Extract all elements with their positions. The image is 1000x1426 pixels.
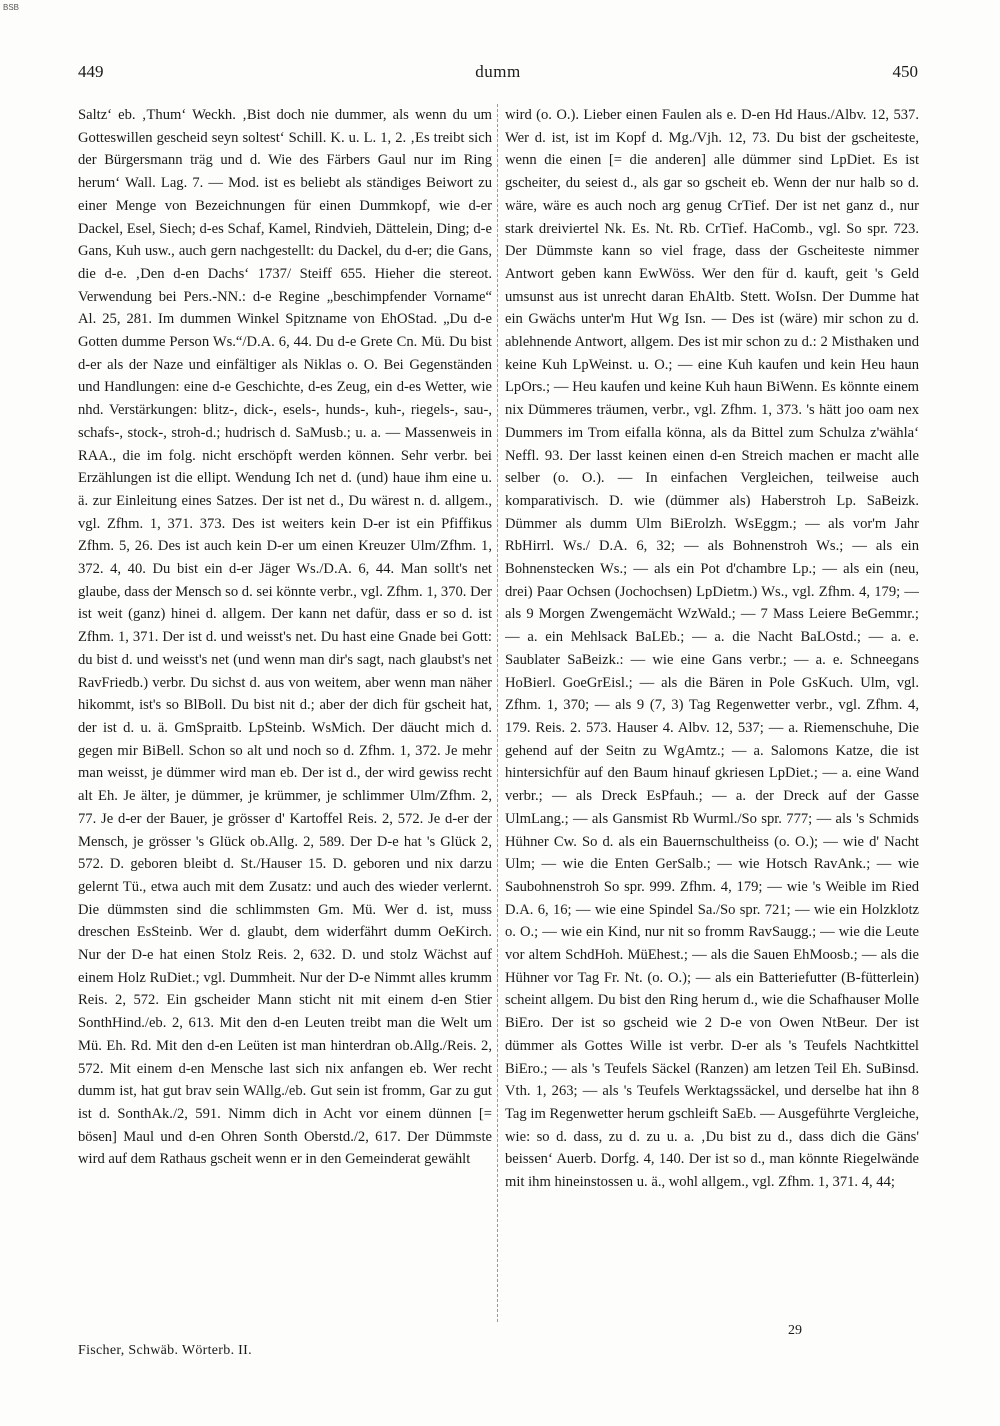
page-number-left: 449 [78,62,104,81]
right-column [505,104,919,1334]
signature-mark: 29 [788,1323,802,1338]
page-header [78,62,918,92]
left-column-text: Saltz‘ eb. ‚Thum‘ Weckh. ‚Bist doch nie dummer, als wenn du um Gotteswillen gescheid seyn soltest‘ Schill. K. u. L. 1, 2. ‚Es treibt sich der Bürgersmann träg und d. Wie des Färbers Gaul nur im Ring herum‘ Wall. Lag. 7. — Mod. ist es beliebt als ständiges Beiwort zu einer Menge von Bezeichnungen für einen Dummkopf, wie d-er Dackel, Esel, Siech; d-es Schaf, Kamel, Rindvieh, Dättelein, Ding; d-e Gans, Kuh usw., auch gern nachgestellt: du Dackel, du d-er; die Gans, die d-e. ‚Den d-en Dachs‘ 1737/ Steiff 655. Hieher die stereot. Verwendung bei Pers.-NN.: d-e Regine „beschimpfender Vorname“ Al. 25, 281. Im dummen Winkel Spitzname von EhOStad. „Du d-e Gotten dumme Person Ws.“/D.A. 6, 44. Du d-e Grete Cn. Mü. Du bist d-er als der Naze und einfältiger als Niklas o. O. Bei Gegenständen und Handlungen: eine d-e Geschichte, d-es Zeug, ein d-es Wetter, wie nhd. Verstärkungen: blitz-, dick-, esels-, hunds-, kuh-, riegels-, sau-, schafs-, stock-, stroh-d.; hudrisch d. SaMusb.; u. a. — Massenweis in RAA., die im folg. nicht erschöpft werden können. Sehr verbr. bei Erzählungen ist die ellipt. Wendung Ich net d. (und) haue ihm eine u. ä. zur Einleitung eines Satzes. Der ist net d., Du wärest n. d. allgem., vgl. Zfhm. 1, 371. 373. Des ist weiters kein D-er ist ein Pfiffikus Zfhm. 5, 26. Des ist auch kein D-er um einen Kreuzer Ulm/Zfhm. 1, 372. 4, 40. Du bist ein d-er Jäger Ws./D.A. 6, 44. Man sollt's net glaube, dass der Mensch so d. sei könnte verbr., vgl. Zfhm. 1, 370. Der ist weit (ganz) hinei d. allgem. Der kann net dafür, dass er so d. ist Zfhm. 1, 371. Der ist d. und weisst's net. Du hast eine Gnade bei Gott: du bist d. und weisst's net (und wenn man dir's sagt, nach glaubst's net RavFriedb.) verbr. Du sichst d. aus von weitem, aber wenn man näher hikommt, ist's so BlBoll. Du bist nit d.; aber der dich für gscheit hat, der ist d. u. ä. GmSpraitb. LpSteinb. WsMich. Der däucht mich d. gegen mir BiBell. Schon so alt und noch so d. Zfhm. 1, 372. Je mehr man weisst, je dümmer wird man eb. Der ist d., der wird gewiss recht alt Eh. Je älter, je dümmer, je krümmer, je schlimmer Ulm/Zfhm. 2, 77. Je d-er der Bauer, je grösser d' Kartoffel Reis. 2, 572. Je d-er der Mensch, je grösser 's Glück ob.Allg. 2, 589. Der D-e hat 's Glück 2, 572. D. geboren bleibt d. St./Hauser 15. D. geboren und nix darzu gelernt Tü., etwa auch mit dem Zusatz: und auch des wieder verlernt. Die dümmsten sind die schlimmsten Gm. Mü. Wer d. ist, muss dreschen EsSteinb. Wer d. glaubt, dem widerfährt dumm OeKirch. Nur der D-e hat einen Stolz Reis. 2, 632. D. und stolz Wächst auf einem Holz RuDiet.; vgl. Dummheit. Nur der D-e Nimmt alles krumm Reis. 2, 572. Ein gscheider Mann sticht nit mit einem d-en Stier SonthHind./eb. 2, 613. Mit den d-en Leuten treibt man die Welt um Mü. Eh. Rd. Mit den d-en Leüten ist man hinterdran ob.Allg./Reis. 2, 572. Mit einem d-en Mensche last sich nix anfangen eb. Wer recht dumm ist, hat gut brav sein WAllg./eb. Gut sein ist fromm, Gar zu gut ist d. SonthAk./2, 591. Nimm dich in Acht vor einem dünnen [= bösen] Maul und d-en Ohren Sonth Oberstd./2, 617. Der Dümmste wird auf dem Rathaus gscheit wenn er in den Gemeinderat gewählt [78,107,492,1168]
page-number-right: 450 [892,62,918,81]
headword: dumm [475,62,521,81]
left-column [78,104,492,1334]
library-stamp: BSB [3,3,20,12]
right-column-text: wird (o. O.). Lieber einen Faulen als e. D-en Hd Haus./Albv. 12, 537. Wer d. ist, ist im Kopf d. Mg./Vjh. 12, 73. Du bist der gscheiteste, wenn die einen [= die anderen] alle dümmer sind LpDiet. Es ist gscheiter, du seiest d., als gar so gscheit eb. Wenn der nur halb so d. wäre, wäre es auch noch arg genug CrTief. Der ist net ganz d., nur stark dreiviertel Nk. Es. Nt. Rb. CrTief. HaComb., vgl. So spr. 723. Der Dümmste kann so viel frage, dass der Gscheiteste nimmer Antwort geben kann EwWöss. Wer den für d. kauft, geit 's Geld umsunst aus ist unrecht daran EhAltb. Stett. WoIsn. Der Dumme hat ein Gwächs unter'm Hut Wg Isn. — Des ist (wäre) mir schon zu d. ablehnende Antwort, allgem. Des ist mir schon zu d.: 2 Misthaken und keine Kuh LpWeinst. u. O.; — eine Kuh kaufen und kein Heu haun LpOrs.; — Heu kaufen und keine Kuh haun BiWenn. Es könnte einem nix Dümmeres träumen, verbr., vgl. Zfhm. 1, 373. 's hätt joo oam nex Dummers im Trom eifalla könna, als da Bittel zum Schulza z'wähla‘ Neffl. 93. Der lasst keinen einen d-en Streich machen er macht alle selber (o. O.). — In einfachen Vergleichen, teilweise auch komparativisch. D. wie (dümmer als) Haberstroh Lp. SaBeizk. Dümmer als dumm Ulm BiErolzh. WsEggm.; — als vor'm Jahr RbHirrl. Ws./ D.A. 6, 32; — als Bohnenstroh Ws.; — als ein Bohnenstecken Ws.; — als ein Pot d'chambre Lp.; — als ein (neu, drei) Paar Ochsen (Jochochsen) LpDietm.) Ws., vgl. Zfhm. 4, 179; — als 9 Morgen Zwengemächt WzWald.; — 7 Mass Leiere BeGemmr.; — a. ein Mehlsack BaLEb.; — a. die Nacht BaLOstd.; — a. e. Saublater SaBeizk.: — wie eine Gans verbr.; — a. e. Schneegans HoBierl. GoeGrEisl.; — als die Bären in Pole GsKuch. Ulm, vgl. Zfhm. 1, 370; — als 9 (7, 3) Tag Regenwetter verbr., vgl. Zfhm. 4, 179. Reis. 2. 573. Hauser 4. Albv. 12, 537; — a. Riemenschuhe, Die gehend auf der Seitn zu WgAmtz.; — a. Salomons Katze, die ist hintersichfür auf den Baum hinauf gkriesen LpDiet.; — a. eine Wand verbr.; — als Dreck EsPfauh.; — a. der Dreck auf der Gasse UlmLang.; — als Gansmist Rb Wurml./So spr. 777; — als 's Schmids Hühner Cw. So d. als ein Bauernschultheiss (o. O.); — wie d' Nacht Ulm; — wie die Enten GerSalb.; — wie Hotsch RavAnk.; — wie Saubohnenstroh So spr. 999. Zfhm. 4, 179; — wie 's Weible im Ried D.A. 6, 16; — wie eine Spindel Sa./So spr. 721; — wie ein Holzklotz o. O.; — wie ein Kind, nur nit so fromm RavSaugg.; — wie die Leute vor altem SchdHoh. MüEhest.; — als die Sauen EhMoosb.; — als die Hühner vor Tag Fr. Nt. (o. O.); — als ein Batteriefutter (B-fütterlein) scheint allgem. Du bist den Ring herum d., wie die Schafhauser Molle BiEro. Der ist so gscheid wie 2 D-e von Owen NtBeur. Der ist dümmer als Gottes Wille ist verbr. D-er als 's Teufels Nachtkittel BiEro.; — als 's Teufels Säckel (Ranzen) am letzen Teil Eh. SuBinsd. Vth. 1, 263; — als 's Teufels Werktagssäckel, und derselbe hat ihn 8 Tag im Regenwetter herum gschleift SaEb. — Ausgeführte Vergleiche, wie: so d. dass, zu d. zu u. a. ‚Du bist zu d., dass dich die Gäns' beissen‘ Auerb. Dorfg. 4, 140. Der ist so d., man könnte Riegelwände mit ihm hineinstossen u. ä., wohl allgem., vgl. Zfhm. 1, 371. 4, 44; [505,107,919,1191]
column-divider [497,104,498,1322]
source-footer: Fischer, Schwäb. Wörterb. II. [78,1343,252,1358]
